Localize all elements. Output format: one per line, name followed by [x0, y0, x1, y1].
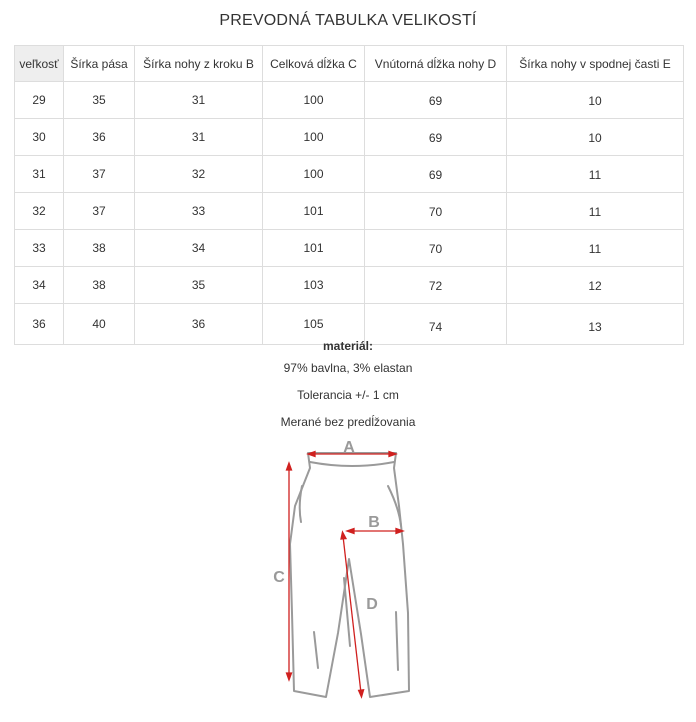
cell-total-length: 105	[263, 304, 365, 345]
cell-waist-width: 37	[64, 156, 135, 193]
cell-crotch-leg-width: 31	[135, 119, 263, 156]
cell-size: 36	[15, 304, 64, 345]
cell-waist-width: 38	[64, 267, 135, 304]
cell-waist-width: 38	[64, 230, 135, 267]
cell-bottom-leg-width: 11	[507, 193, 684, 230]
cell-inner-leg-length: 70	[365, 230, 507, 267]
cell-total-length: 100	[263, 156, 365, 193]
header-total-length: Celková dĺžka C	[263, 46, 365, 82]
table-header-row	[15, 46, 684, 82]
cell-crotch-leg-width: 31	[135, 82, 263, 119]
cell-inner-leg-length: 72	[365, 267, 507, 304]
cell-waist-width: 35	[64, 82, 135, 119]
label-d: D	[366, 596, 378, 613]
cell-crotch-leg-width: 32	[135, 156, 263, 193]
cell-total-length: 101	[263, 230, 365, 267]
table-row	[15, 230, 684, 267]
cell-crotch-leg-width: 33	[135, 193, 263, 230]
header-crotch-leg-width: Šírka nohy z kroku B	[135, 46, 263, 82]
table-row	[15, 119, 684, 156]
cell-size: 34	[15, 267, 64, 304]
cell-total-length: 101	[263, 193, 365, 230]
cell-bottom-leg-width: 10	[507, 119, 684, 156]
label-c: C	[273, 569, 285, 586]
cell-size: 32	[15, 193, 64, 230]
table-row	[15, 156, 684, 193]
measurement-arrows	[287, 452, 404, 698]
table-body	[15, 82, 684, 345]
cell-size: 31	[15, 156, 64, 193]
table-row	[15, 267, 684, 304]
tolerance-text: Tolerancia +/- 1 cm	[297, 388, 399, 402]
cell-waist-width: 40	[64, 304, 135, 345]
header-inner-leg-length: Vnútorná dĺžka nohy D	[365, 46, 507, 82]
cell-total-length: 100	[263, 119, 365, 156]
cell-crotch-leg-width: 36	[135, 304, 263, 345]
pants-outline	[290, 453, 409, 697]
header-bottom-leg-width: Šírka nohy v spodnej časti E	[507, 46, 684, 82]
cell-waist-width: 36	[64, 119, 135, 156]
label-a: A	[343, 439, 355, 456]
pants-measurement-diagram	[262, 436, 432, 706]
cell-bottom-leg-width: 10	[507, 82, 684, 119]
cell-inner-leg-length: 69	[365, 119, 507, 156]
material-label: materiál:	[322, 339, 374, 353]
header-size: veľkosť	[15, 46, 64, 82]
cell-inner-leg-length: 70	[365, 193, 507, 230]
cell-bottom-leg-width: 12	[507, 267, 684, 304]
cell-inner-leg-length: 74	[365, 304, 507, 345]
cell-bottom-leg-width: 13	[507, 304, 684, 345]
cell-size: 30	[15, 119, 64, 156]
cell-inner-leg-length: 69	[365, 156, 507, 193]
page-title: PREVODNÁ TABULKA VELIKOSTÍ	[219, 12, 477, 29]
table-row	[15, 193, 684, 230]
label-b: B	[368, 514, 380, 531]
cell-bottom-leg-width: 11	[507, 230, 684, 267]
header-waist-width: Šírka pása	[64, 46, 135, 82]
cell-inner-leg-length: 69	[365, 82, 507, 119]
measured-text: Merané bez predĺžovania	[280, 415, 416, 429]
size-table	[14, 45, 684, 345]
cell-size: 29	[15, 82, 64, 119]
material-text: 97% bavlna, 3% elastan	[283, 361, 413, 375]
cell-crotch-leg-width: 34	[135, 230, 263, 267]
cell-total-length: 100	[263, 82, 365, 119]
cell-size: 33	[15, 230, 64, 267]
cell-crotch-leg-width: 35	[135, 267, 263, 304]
cell-bottom-leg-width: 11	[507, 156, 684, 193]
cell-total-length: 103	[263, 267, 365, 304]
cell-waist-width: 37	[64, 193, 135, 230]
table-row	[15, 82, 684, 119]
